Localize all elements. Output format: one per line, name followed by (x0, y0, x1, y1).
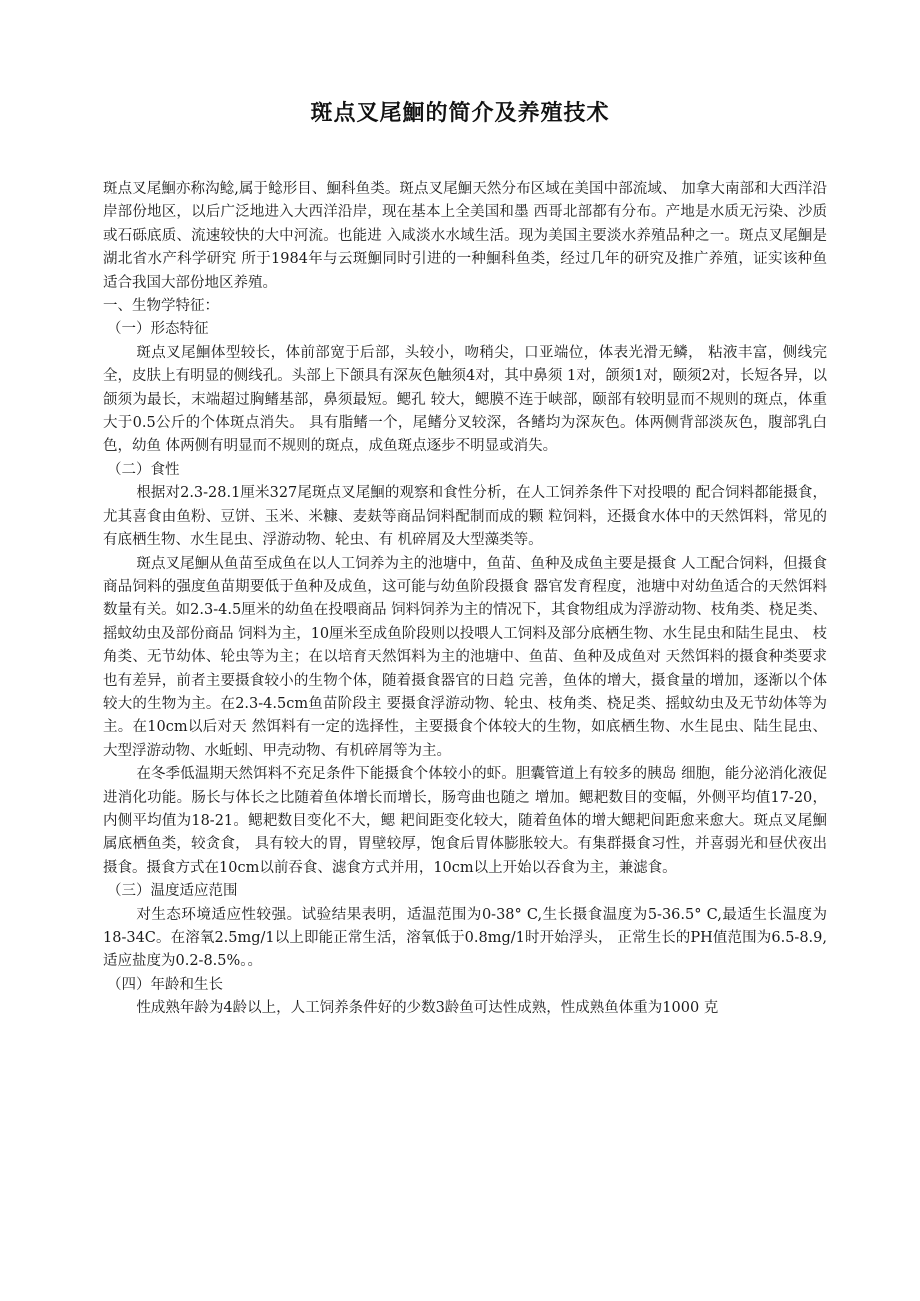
paragraph-morphology: 斑点叉尾鮰体型较长，体前部宽于后部，头较小，吻稍尖，口亚端位，体表光滑无鳞， 粘液丰富，侧线完全，皮肤上有明显的侧线孔。头部上下颌具有深灰色触须4对，其中鼻须 1对，颌须1对，颐须2对，长短各异，以颌须为最长，末端超过胸鳍基部，鼻须最短。鳃孔 较大，鳃膜不连于峡部，颐部有较明显而不规则的斑点，体重大于0.5公斤的个体斑点消失。 具有脂鳍一个，尾鳍分叉较深，各鳍均为深灰色。体两侧背部淡灰色，腹部乳白色，幼鱼 体两侧有明显而不规则的斑点，成鱼斑点逐步不明显或消失。 (103, 344, 827, 455)
paragraph-temperature: 对生态环境适应性较强。试验结果表明，适温范围为0-38° C,生长摄食温度为5-36.5° C,最适生长温度为18-34C。在溶氧2.5mg/1以上即能正常生活，溶氧低于0.8mg/1时开始浮头， 正常生长的PH值范围为6.5-8.9,适应盐度为0.2-8.5%。。 (103, 906, 827, 970)
document-body (103, 178, 827, 1021)
paragraph-age-growth: 性成熟年龄为4龄以上，人工饲养条件好的少数3龄鱼可达性成熟，性成熟鱼体重为1000 克 (136, 1000, 719, 1017)
subsection-heading-age-growth: （四）年龄和生长 (107, 976, 223, 993)
paragraph-feeding-3: 在冬季低温期天然饵料不充足条件下能摄食个体较小的虾。胆囊管道上有较多的胰岛 细胞，能分泌消化液促进消化功能。肠长与体长之比随着鱼体增长而增长，肠弯曲也随之 增加。鳃耙数目的变幅，外侧平均值17-20，内侧平均值为18-21。鳃耙数目变化不大，鳃 耙间距变化较大，随着鱼体的增大鳃耙间距愈来愈大。斑点叉尾鮰属底栖鱼类，较贪食， 具有较大的胃，胃壁较厚，饱食后胃体膨胀较大。有集群摄食习性，并喜弱光和昼伏夜出 摄食。摄食方式在10cm以前吞食、滤食方式并用，10cm以上开始以吞食为主，兼滤食。 (103, 766, 827, 876)
subsection-heading-feeding: （二）食性 (107, 461, 180, 478)
paragraph-feeding-2: 斑点叉尾鮰从鱼苗至成鱼在以人工饲养为主的池塘中，鱼苗、鱼种及成鱼主要是摄食 人工配合饲料，但摄食商品饲料的强度鱼苗期要低于鱼种及成鱼，这可能与幼鱼阶段摄食 器官发育程度，池塘中对幼鱼适合的天然饵料数量有关。如2.3-4.5厘米的幼鱼在投喂商品 饲料饲养为主的情况下，其食物组成为浮游动物、枝角类、桡足类、摇蚊幼虫及部份商品 饲料为主，10厘米至成鱼阶段则以投喂人工饲料及部分底栖生物、水生昆虫和陆生昆虫、 枝角类、无节幼体、轮虫等为主；在以培育天然饵料为主的池塘中、鱼苗、鱼种及成鱼对 天然饵料的摄食种类要求也有差异，前者主要摄食较小的生物个体，随着摄食器官的日趋 完善，鱼体的增大，摄食量的增加，逐渐以个体较大的生物为主。在2.3-4.5cm鱼苗阶段主 要摄食浮游动物、轮虫、枝角类、桡足类、摇蚊幼虫及无节幼体等为主。在10cm以后对天 然饵料有一定的选择性，主要摄食个体较大的生物，如底栖生物、水生昆虫、陆生昆虫、 大型浮游动物、水蚯蚓、甲壳动物、有机碎屑等为主。 (103, 555, 827, 759)
intro-paragraph: 斑点叉尾鮰亦称沟鲶,属于鲶形目、鮰科鱼类。斑点叉尾鮰天然分布区域在美国中部流域、 加拿大南部和大西洋沿岸部份地区，以后广泛地进入大西洋沿岸，现在基本上全美国和墨 西哥北部都有分布。产地是水质无污染、沙质或石砾底质、流速较快的大中河流。也能进 入咸淡水水域生活。现为美国主要淡水养殖品种之一。斑点叉尾鮰是湖北省水产科学研究 所于1984年与云斑鮰同时引进的一种鮰科鱼类，经过几年的研究及推广养殖，证实该种鱼 适合我国大部份地区养殖。 (103, 181, 827, 291)
subsection-heading-morphology: （一）形态特征 (107, 321, 209, 338)
document-title: 斑点叉尾鮰的简介及养殖技术 (310, 101, 610, 126)
paragraph-feeding-1: 根据对2.3-28.1厘米327尾斑点叉尾鮰的观察和食性分析，在人工饲养条件下对投喂的 配合饲料都能摄食，尤其喜食由鱼粉、豆饼、玉米、米糠、麦麸等商品饲料配制而成的颗 粒饲料，还摄食水体中的天然饵料，常见的有底栖生物、水生昆虫、浮游动物、轮虫、有 机碎屑及大型藻类等。 (103, 485, 827, 549)
section-heading-biology: 一、生物学特征： (103, 298, 219, 315)
subsection-heading-temperature: （三）温度适应范围 (107, 883, 238, 900)
